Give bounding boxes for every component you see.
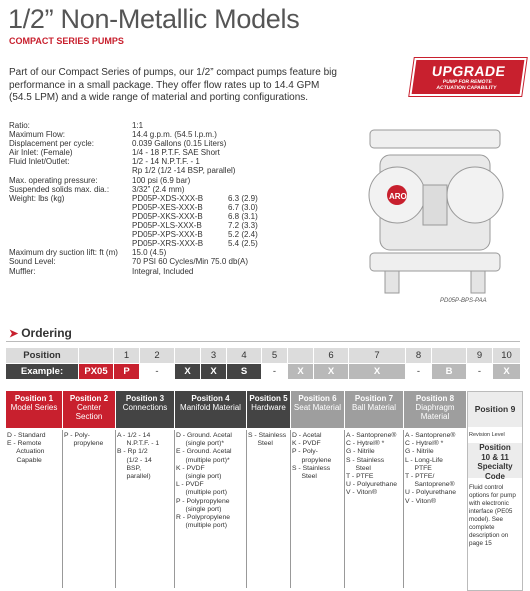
example-code: - [262, 364, 287, 379]
option-item: C - Hytrel® * [405, 440, 444, 448]
option-item: propylene [64, 440, 104, 448]
option-item: A - 1/2 - 14 [117, 432, 151, 439]
example-code: PX05 [79, 364, 113, 379]
spec-value: 70 PSI 60 Cycles/Min 75.0 db(A) [132, 257, 249, 267]
option-item: (single port) [176, 505, 222, 513]
example-label: Example: [6, 364, 78, 379]
spec-value: 1:1 [132, 121, 144, 130]
example-code: S [227, 364, 261, 379]
spec-value: PD05P-XRS-XXX-B [132, 239, 204, 249]
column-divider [403, 430, 404, 588]
option-item: L - PVDF [176, 481, 204, 489]
spec-label: Sound Level: [9, 257, 56, 267]
spec-label: Muffler: [9, 266, 36, 276]
section-options [404, 430, 466, 508]
spec-value: PD05P-XES-XXX-B [132, 202, 203, 212]
example-code: X [288, 364, 313, 379]
option-item: P - Poly- [292, 448, 318, 456]
section-name: Model Series [10, 403, 58, 412]
section-name: Connections [122, 403, 168, 412]
option-item: E - Ground. Acetal [176, 448, 232, 456]
spec-label: Displacement per cycle: [9, 139, 94, 149]
option-item: Actuation [7, 448, 45, 456]
example-code: P [114, 364, 139, 379]
option-item: A - Santoprene® [346, 432, 397, 439]
example-code: X [493, 364, 520, 379]
section-position: Position 8 [415, 394, 455, 403]
option-item: Steel [346, 464, 371, 472]
column-divider [62, 430, 63, 588]
option-item: T - PTFE [346, 473, 374, 481]
badge-line-1: PUMP FOR REMOTE [442, 79, 493, 85]
position-number: 10 [493, 348, 520, 363]
option-item: propylene [292, 456, 332, 464]
specialty-code-header: Position 10 & 11 Specialty Code [468, 443, 522, 478]
option-item: S - Stainless [292, 464, 331, 472]
column-divider [246, 430, 247, 588]
spec-value: PD05P-XDS-XXX-B [132, 193, 204, 203]
revision-level: Revision Level [469, 432, 505, 438]
spec-value: 15.0 (4.5) [132, 248, 167, 258]
option-item: (multiple port)* [176, 456, 230, 464]
option-item: parallel) [117, 473, 151, 481]
section-position: Position 7 [354, 394, 394, 403]
column-divider [290, 430, 291, 588]
section-options [291, 430, 344, 483]
option-item: (single port) [176, 473, 222, 481]
option-item: S - Stainless [248, 432, 287, 439]
section-name: Manifold Material [180, 403, 241, 412]
section-header [291, 391, 344, 428]
option-item: T - PTFE/ [405, 473, 435, 481]
option-item: G - Nitrile [405, 448, 434, 456]
example-code: - [140, 364, 174, 379]
position-number: 7 [349, 348, 405, 363]
page-title: 1/2” Non-Metallic Models [8, 4, 300, 34]
upgrade-badge [409, 58, 526, 96]
spec-label: Maximum Flow: [9, 130, 66, 140]
option-item: L - Long-Life [405, 456, 443, 464]
spec-value: 14.4 g.p.m. (54.5 l.p.m.) [132, 130, 217, 140]
option-item: B - Rp 1/2 [117, 448, 148, 456]
option-item: D - Standard [7, 432, 46, 439]
position-spacer [432, 348, 466, 363]
section-header [247, 391, 290, 428]
position-number: 4 [227, 348, 261, 363]
position-number: 9 [467, 348, 492, 363]
spec-weight: 5.2 (2.4) [228, 230, 258, 240]
spec-label: Max. operating pressure: [9, 175, 98, 185]
section-header [6, 391, 62, 428]
ordering-heading: ➤ Ordering [9, 326, 72, 340]
spec-weight: 7.2 (3.3) [228, 221, 258, 231]
spec-label: Ratio: [9, 121, 30, 130]
option-item: Steel [248, 440, 273, 448]
spec-value: PD05P-XKS-XXX-B [132, 211, 203, 221]
position-number: 8 [406, 348, 431, 363]
spec-weight: 6.8 (3.1) [228, 211, 258, 221]
option-item: D - Ground. Acetal [176, 432, 232, 439]
option-item: E - Remote [7, 440, 42, 448]
option-item: Steel [292, 473, 317, 481]
option-item: U - Polyurethane [405, 489, 457, 497]
section-position: Position 2 [69, 394, 109, 403]
option-item: Capable [7, 456, 42, 464]
option-item: Santoprene® [405, 481, 455, 489]
spec-value: 100 psi (6.9 bar) [132, 175, 191, 185]
section-options [345, 430, 403, 500]
option-item: R - Polypropylene [176, 514, 231, 522]
section-header [345, 391, 403, 428]
section-header [116, 391, 174, 428]
section-position: Position 3 [125, 394, 165, 403]
column-divider [344, 430, 345, 588]
position-number: 1 [114, 348, 139, 363]
pump-caption: PD05P-BPS-PAA [440, 298, 487, 304]
badge-title: UPGRADE [430, 63, 507, 79]
spec-value: Rp 1/2 (1/2 -14 BSP, parallel) [132, 166, 236, 176]
section-position: Position 1 [14, 394, 54, 403]
option-item: P - Polypropylene [176, 497, 230, 505]
spec-weight: 5.4 (2.5) [228, 239, 258, 249]
column-divider [174, 430, 175, 588]
section-name: Seat Material [293, 403, 342, 412]
position-spacer [288, 348, 313, 363]
option-item: G - Nitrile [346, 448, 375, 456]
option-item: (multiple port) [176, 522, 227, 530]
spec-value: 1/4 - 18 P.T.F. SAE Short [132, 148, 220, 158]
position-number: 2 [140, 348, 174, 363]
example-code: - [467, 364, 492, 379]
section-options [175, 430, 246, 532]
section-position: Position 6 [298, 394, 337, 403]
intro-text: Part of our Compact Series of pumps, our 1/2” compact pumps feature big performance in a small package. They offer flow rates up to 14.4 GPM (54.5 LPM) and a wide range of material and porting configurations. [9, 67, 337, 103]
option-item: PTFE [405, 464, 432, 472]
arrow-icon: ➤ [9, 328, 19, 340]
position-spacer [175, 348, 200, 363]
spec-value: Integral, Included [132, 266, 194, 276]
position-spacer [79, 348, 113, 363]
section-name: Ball Material [351, 403, 396, 412]
spec-label: Suspended solids max. dia.: [9, 184, 110, 194]
example-code: X [201, 364, 226, 379]
spec-value: PD05P-XPS-XXX-B [132, 230, 203, 240]
spec-label: Weight: lbs (kg) [9, 193, 65, 203]
section-header [175, 391, 246, 428]
spec-value: 0.039 Gallons (0.15 Liters) [132, 139, 227, 149]
position-number: 6 [314, 348, 348, 363]
example-code: X [349, 364, 405, 379]
divider [6, 341, 520, 342]
section-name: Hardware [251, 403, 286, 412]
example-code: - [406, 364, 431, 379]
pump-image [345, 125, 525, 300]
specialty-code-desc: Fluid control options for pump with electronic interface (PE05 model). See complete description on page 15 [469, 484, 516, 547]
column-divider [115, 430, 116, 588]
spec-weight: 6.7 (3.0) [228, 202, 258, 212]
section-options [6, 430, 62, 467]
option-item: N.P.T.F. - 1 [117, 440, 160, 448]
example-code: X [175, 364, 200, 379]
section-header [63, 391, 115, 428]
spec-value: 3/32” (2.4 mm) [132, 184, 185, 194]
spec-value: 1/2 - 14 N.P.T.F. - 1 [132, 157, 200, 167]
section-position: Position 4 [191, 394, 230, 403]
position-9-header: Position 9 [468, 392, 522, 427]
option-item: (single port)* [176, 440, 224, 448]
option-item: (multiple port) [176, 489, 227, 497]
option-item: (1/2 - 14 [117, 456, 152, 464]
section-header [404, 391, 466, 428]
section-name: Diaphragm Material [415, 403, 455, 421]
option-item: A - Santoprene® [405, 432, 456, 439]
option-item: U - Polyurethane [346, 481, 398, 489]
option-item: V - Viton® [346, 489, 377, 497]
pump-logo: ARO [389, 192, 407, 201]
option-item: P - Poly- [64, 432, 90, 439]
option-item: K - PVDF [176, 464, 205, 472]
position-number: 3 [201, 348, 226, 363]
option-item: S - Stainless [346, 456, 385, 464]
section-options [116, 430, 174, 483]
position-label: Position [6, 348, 78, 363]
example-code: X [314, 364, 348, 379]
spec-value: PD05P-XLS-XXX-B [132, 221, 202, 231]
spec-weight: 6.3 (2.9) [228, 193, 258, 203]
position-number: 5 [262, 348, 287, 363]
spec-label: Maximum dry suction lift: ft (m) [9, 248, 118, 258]
option-item: BSP, [117, 464, 142, 472]
option-item: K - PVDF [292, 440, 321, 448]
section-options [63, 430, 115, 450]
example-code: B [432, 364, 466, 379]
option-item: V - Viton® [405, 497, 436, 505]
option-item: C - Hytrel® * [346, 440, 385, 448]
page-subtitle: COMPACT SERIES PUMPS [9, 36, 124, 46]
section-position: Position 5 [249, 394, 288, 403]
spec-label: Air Inlet: (Female) [9, 148, 73, 158]
section-name: Center Section [75, 403, 103, 421]
badge-line-2: ACTUATION CAPABILITY [435, 85, 497, 91]
spec-label: Fluid Inlet/Outlet: [9, 157, 70, 167]
option-item: D - Acetal [292, 432, 322, 439]
section-options [247, 430, 290, 450]
